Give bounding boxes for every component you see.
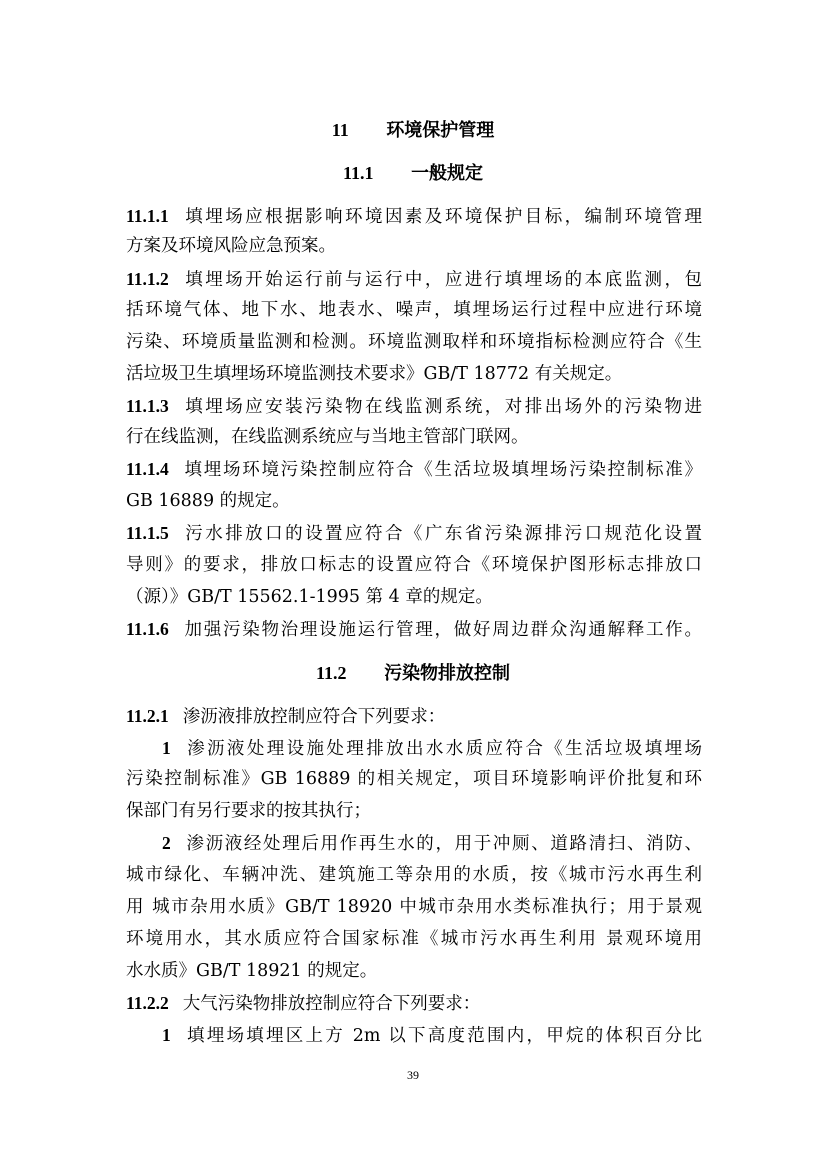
clause-11-1-4-line-1 [126, 457, 702, 482]
clause-number: 11.2.1 [126, 706, 169, 726]
section-title: 一般规定 [411, 163, 484, 184]
section-number: 11.1 [342, 163, 374, 183]
clause-11-1-2-line-4: 活垃圾卫生填埋场环境监测技术要求》GB/T 18772 有关规定。 [126, 364, 623, 384]
clause-text: 填埋场环境污染控制应符合《生活垃圾填埋场污染控制标准》 [182, 460, 702, 480]
clause-number: 11.1.4 [126, 459, 169, 479]
list-item-1-line-1 [162, 736, 702, 761]
list-item-2-line-5: 水水质》GB/T 18921 的规定。 [126, 961, 378, 981]
clause-text: 填埋场应安装污染物在线监测系统，对排出场外的污染物进 [182, 397, 702, 417]
clause-11-1-2-line-2: 括环境气体、地下水、地表水、噪声，填埋场运行过程中应进行环境 [126, 300, 702, 320]
chapter-heading [0, 118, 826, 143]
item-number: 1 [162, 738, 171, 758]
section-title: 污染物排放控制 [384, 663, 511, 684]
list-item-1-line-2: 污染控制标准》GB 16889 的相关规定，项目环境影响评价批复和环 [126, 769, 702, 789]
clause-11-1-6-line-1 [126, 617, 702, 642]
list-item-2-line-1 [162, 831, 702, 856]
clause-text: 加强污染物治理设施运行管理，做好周边群众沟通解释工作。 [182, 620, 702, 640]
clause-11-1-5-line-1 [126, 521, 702, 546]
list-item-2-line-3: 用 城市杂用水质》GB/T 18920 中城市杂用水类标准执行；用于景观 [126, 897, 702, 917]
clause-text: 填埋场应根据影响环境因素及环境保护目标，编制环境管理 [182, 207, 702, 227]
clause-11-1-4-line-2: GB 16889 的规定。 [126, 491, 290, 511]
clause-number: 11.1.6 [126, 619, 169, 639]
item-number: 1 [162, 1025, 171, 1045]
clause-text: 大气污染物排放控制应符合下列要求： [182, 994, 481, 1014]
clause-text: 填埋场开始运行前与运行中，应进行填埋场的本底监测，包 [182, 270, 702, 290]
clause-11-1-2-line-1 [126, 267, 702, 292]
item-number: 2 [162, 833, 171, 853]
clause-11-1-5-line-3: （源）》GB/T 15562.1-1995 第 4 章的规定。 [126, 587, 493, 607]
list-item-1-line-1 [162, 1023, 702, 1048]
clause-number: 11.2.2 [126, 993, 169, 1013]
clause-11-2-1-line-1 [126, 704, 702, 729]
clause-11-1-3-line-1 [126, 394, 702, 419]
clause-text: 渗沥液排放控制应符合下列要求： [182, 707, 446, 727]
clause-11-1-1-line-1 [126, 204, 702, 229]
chapter-number: 11 [331, 120, 349, 140]
section-heading-11-2 [0, 661, 826, 686]
item-text: 渗沥液经处理后用作再生水的，用于冲厕、道路清扫、消防、 [184, 834, 702, 854]
clause-11-1-2-line-3: 污染、环境质量监测和检测。环境监测取样和环境指标检测应符合《生 [126, 332, 702, 352]
clause-text: 污水排放口的设置应符合《广东省污染源排污口规范化设置 [182, 524, 702, 544]
clause-number: 11.1.2 [126, 269, 169, 289]
list-item-2-line-4: 环境用水，其水质应符合国家标准《城市污水再生利用 景观环境用 [126, 929, 702, 949]
chapter-title: 环境保护管理 [386, 120, 495, 141]
clause-11-1-3-line-2: 行在线监测，在线监测系统应与当地主管部门联网。 [126, 427, 529, 447]
clause-number: 11.1.3 [126, 396, 169, 416]
clause-11-1-1-line-2: 方案及环境风险应急预案。 [126, 236, 336, 256]
clause-11-1-5-line-2: 导则》的要求，排放口标志的设置应符合《环境保护图形标志排放口 [126, 555, 702, 575]
section-number: 11.2 [315, 663, 347, 683]
section-heading-11-1 [0, 161, 826, 186]
item-text: 填埋场填埋区上方 2m 以下高度范围内，甲烷的体积百分比 [184, 1026, 702, 1046]
clause-number: 11.1.1 [126, 206, 169, 226]
clause-11-2-2-line-1 [126, 991, 702, 1016]
list-item-2-line-2: 城市绿化、车辆冲洗、建筑施工等杂用的水质，按《城市污水再生利 [126, 865, 702, 885]
page-number: 39 [407, 1068, 419, 1082]
item-text: 渗沥液处理设施处理排放出水水质应符合《生活垃圾填埋场 [184, 739, 702, 759]
clause-number: 11.1.5 [126, 523, 169, 543]
list-item-1-line-3: 保部门有另行要求的按其执行； [126, 801, 371, 821]
